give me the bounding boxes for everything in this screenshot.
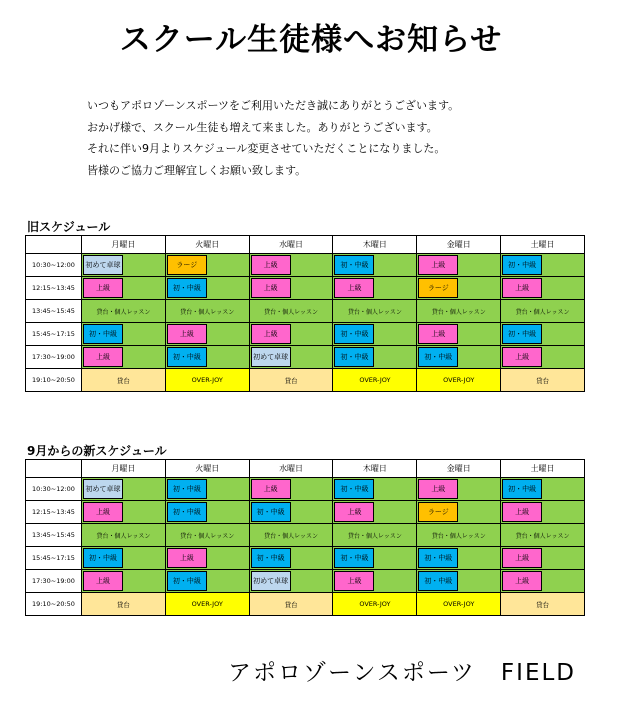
class-label: 初・中級 (334, 479, 374, 499)
open-table-slot: 貸台・個人レッスン (333, 524, 417, 547)
intro-line: それに伴い9月よりスケジュール変更させていただくことになりました。 (87, 142, 446, 155)
schedule-row (26, 501, 585, 524)
class-label: 初・中級 (251, 502, 291, 522)
time-slot: 17:30~19:00 (26, 570, 82, 593)
class-label: 上級 (167, 324, 207, 344)
schedule-row (26, 524, 585, 547)
class-slot (333, 346, 417, 369)
class-label: ラージ (418, 502, 458, 522)
class-slot (165, 277, 249, 300)
class-label: 初・中級 (502, 324, 542, 344)
schedule-row (26, 277, 585, 300)
class-slot (165, 323, 249, 346)
class-slot (333, 323, 417, 346)
class-slot (82, 501, 166, 524)
class-slot (249, 501, 333, 524)
class-slot (417, 254, 501, 277)
open-table-slot: 貸台・個人レッスン (249, 300, 333, 323)
class-label: 上級 (83, 278, 123, 298)
class-label: 上級 (83, 571, 123, 591)
intro-text (87, 95, 459, 181)
open-table-slot: 貸台・個人レッスン (501, 300, 585, 323)
class-label: 上級 (167, 548, 207, 568)
class-slot (82, 570, 166, 593)
day-header: 金曜日 (417, 460, 501, 478)
class-label: 上級 (418, 255, 458, 275)
open-table-slot: 貸台・個人レッスン (333, 300, 417, 323)
day-header: 土曜日 (501, 236, 585, 254)
class-label: 初・中級 (502, 479, 542, 499)
day-header: 土曜日 (501, 460, 585, 478)
day-header: 木曜日 (333, 460, 417, 478)
open-table-slot: 貸台・個人レッスン (82, 300, 166, 323)
day-header: 水曜日 (249, 460, 333, 478)
class-label: 初・中級 (167, 502, 207, 522)
class-label: 初・中級 (167, 571, 207, 591)
class-label: 初・中級 (418, 571, 458, 591)
class-label: 上級 (502, 571, 542, 591)
schedule-row (26, 346, 585, 369)
time-slot: 10:30~12:00 (26, 478, 82, 501)
class-slot (82, 478, 166, 501)
class-slot (417, 323, 501, 346)
class-label: 上級 (251, 255, 291, 275)
class-label: 初・中級 (334, 347, 374, 367)
evening-slot: OVER-JOY (417, 369, 501, 392)
evening-slot: 貸台 (501, 593, 585, 616)
class-label: ラージ (167, 255, 207, 275)
new-schedule-table (25, 459, 585, 616)
class-slot (417, 547, 501, 570)
class-slot (82, 254, 166, 277)
time-slot: 10:30~12:00 (26, 254, 82, 277)
day-header: 水曜日 (249, 236, 333, 254)
class-label: ラージ (418, 278, 458, 298)
class-slot (249, 547, 333, 570)
class-label: 上級 (502, 548, 542, 568)
evening-slot: OVER-JOY (417, 593, 501, 616)
class-slot (82, 277, 166, 300)
class-label: 上級 (251, 278, 291, 298)
evening-slot: 貸台 (82, 369, 166, 392)
class-slot (501, 570, 585, 593)
time-slot: 13:45~15:45 (26, 300, 82, 323)
new-schedule-heading: 9月からの新スケジュール (27, 444, 167, 458)
schedule-row (26, 593, 585, 616)
intro-line: いつもアポロゾーンスポーツをご利用いただき誠にありがとうございます。 (87, 99, 460, 112)
class-label: 初・中級 (167, 347, 207, 367)
evening-slot: 貸台 (249, 593, 333, 616)
time-slot: 17:30~19:00 (26, 346, 82, 369)
class-slot (165, 570, 249, 593)
class-slot (249, 478, 333, 501)
open-table-slot: 貸台・個人レッスン (417, 300, 501, 323)
day-header: 月曜日 (82, 460, 166, 478)
schedule-row (26, 369, 585, 392)
class-label: 上級 (83, 347, 123, 367)
class-label: 上級 (334, 571, 374, 591)
class-label: 上級 (502, 502, 542, 522)
old-schedule-heading: 旧スケジュール (27, 220, 111, 234)
class-label: 上級 (502, 278, 542, 298)
open-table-slot: 貸台・個人レッスン (501, 524, 585, 547)
class-slot (249, 323, 333, 346)
schedule-row (26, 570, 585, 593)
class-slot (165, 547, 249, 570)
class-label: 上級 (251, 324, 291, 344)
class-label: 初・中級 (418, 548, 458, 568)
class-label: 初・中級 (251, 548, 291, 568)
schedule-row (26, 547, 585, 570)
header-corner (26, 460, 82, 478)
footer-brand: アポロゾーンスポーツ FIELD (228, 660, 576, 686)
class-label: 初・中級 (167, 278, 207, 298)
class-slot (501, 501, 585, 524)
open-table-slot: 貸台・個人レッスン (165, 524, 249, 547)
open-table-slot: 貸台・個人レッスン (82, 524, 166, 547)
class-label: 初・中級 (83, 324, 123, 344)
evening-slot: 貸台 (501, 369, 585, 392)
class-label: 初・中級 (502, 255, 542, 275)
class-slot (333, 547, 417, 570)
schedule-row (26, 254, 585, 277)
class-slot (417, 277, 501, 300)
old-schedule-table (25, 235, 585, 392)
class-label: 初めて卓球 (83, 255, 123, 275)
class-slot (249, 277, 333, 300)
class-label: 初めて卓球 (251, 571, 291, 591)
class-slot (82, 323, 166, 346)
evening-slot: OVER-JOY (165, 593, 249, 616)
class-slot (417, 501, 501, 524)
day-header: 月曜日 (82, 236, 166, 254)
intro-line: 皆様のご協力ご理解宜しくお願い致します。 (87, 163, 307, 177)
time-slot: 19:10~20:50 (26, 593, 82, 616)
class-label: 初・中級 (167, 479, 207, 499)
schedule-row (26, 323, 585, 346)
class-label: 上級 (418, 324, 458, 344)
class-label: 初・中級 (334, 324, 374, 344)
class-label: 上級 (83, 502, 123, 522)
class-slot (333, 501, 417, 524)
class-slot (333, 570, 417, 593)
class-slot (417, 346, 501, 369)
class-slot (501, 254, 585, 277)
evening-slot: OVER-JOY (333, 369, 417, 392)
open-table-slot: 貸台・個人レッスン (165, 300, 249, 323)
class-slot (165, 478, 249, 501)
class-slot (501, 346, 585, 369)
time-slot: 12:15~13:45 (26, 501, 82, 524)
class-label: 初・中級 (334, 255, 374, 275)
class-label: 上級 (334, 278, 374, 298)
class-label: 上級 (502, 347, 542, 367)
schedule-row (26, 300, 585, 323)
class-slot (501, 277, 585, 300)
class-slot (417, 570, 501, 593)
class-slot (249, 254, 333, 277)
class-label: 上級 (418, 479, 458, 499)
time-slot: 15:45~17:15 (26, 547, 82, 570)
class-slot (501, 547, 585, 570)
class-slot (165, 254, 249, 277)
evening-slot: OVER-JOY (333, 593, 417, 616)
class-slot (417, 478, 501, 501)
open-table-slot: 貸台・個人レッスン (417, 524, 501, 547)
class-slot (165, 501, 249, 524)
class-label: 初めて卓球 (83, 479, 123, 499)
intro-line: おかげ様で、スクール生徒も増えて来ました。ありがとうございます。 (87, 120, 438, 134)
evening-slot: 貸台 (82, 593, 166, 616)
schedule-row (26, 478, 585, 501)
class-label: 初めて卓球 (251, 347, 291, 367)
time-slot: 12:15~13:45 (26, 277, 82, 300)
time-slot: 19:10~20:50 (26, 369, 82, 392)
time-slot: 13:45~15:45 (26, 524, 82, 547)
day-header: 金曜日 (417, 236, 501, 254)
evening-slot: OVER-JOY (165, 369, 249, 392)
class-label: 上級 (251, 479, 291, 499)
class-slot (249, 570, 333, 593)
class-label: 初・中級 (418, 347, 458, 367)
class-slot (501, 323, 585, 346)
class-slot (249, 346, 333, 369)
class-label: 上級 (334, 502, 374, 522)
evening-slot: 貸台 (249, 369, 333, 392)
open-table-slot: 貸台・個人レッスン (249, 524, 333, 547)
class-slot (333, 277, 417, 300)
class-slot (165, 346, 249, 369)
class-slot (333, 254, 417, 277)
class-label: 初・中級 (334, 548, 374, 568)
day-header: 火曜日 (165, 236, 249, 254)
time-slot: 15:45~17:15 (26, 323, 82, 346)
page-title: スクール生徒様へお知らせ (119, 22, 503, 58)
class-label: 初・中級 (83, 548, 123, 568)
class-slot (82, 346, 166, 369)
day-header: 火曜日 (165, 460, 249, 478)
class-slot (82, 547, 166, 570)
class-slot (501, 478, 585, 501)
header-corner (26, 236, 82, 254)
class-slot (333, 478, 417, 501)
day-header: 木曜日 (333, 236, 417, 254)
